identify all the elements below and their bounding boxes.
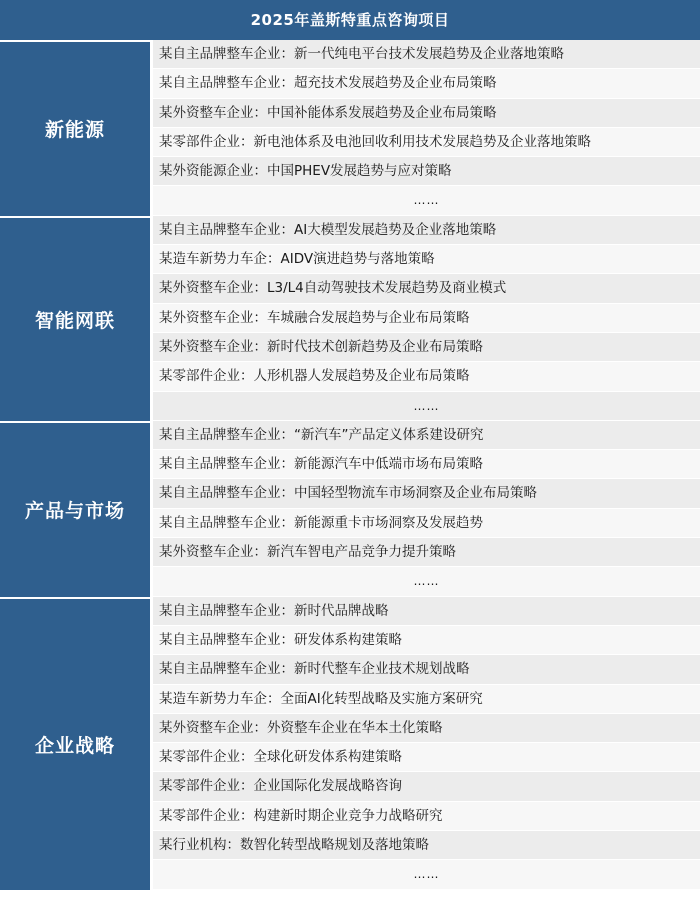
category-label: 产品与市场: [0, 421, 150, 597]
category-label: 智能网联: [0, 216, 150, 421]
category-section: [0, 421, 700, 597]
project-item: 某零部件企业：新电池体系及电池回收利用技术发展趋势及企业落地策略: [153, 128, 700, 157]
project-item: 某外资整车企业：外资整车企业在华本土化策略: [153, 714, 700, 743]
project-item: 某外资能源企业：中国PHEV发展趋势与应对策略: [153, 157, 700, 186]
project-item: 某行业机构：数智化转型战略规划及落地策略: [153, 831, 700, 860]
project-item: 某自主品牌整车企业：AI大模型发展趋势及企业落地策略: [153, 216, 700, 245]
project-item: 某自主品牌整车企业：中国轻型物流车市场洞察及企业布局策略: [153, 479, 700, 508]
project-list: [153, 40, 700, 216]
project-item: 某自主品牌整车企业：新能源重卡市场洞察及发展趋势: [153, 509, 700, 538]
project-item: 某零部件企业：企业国际化发展战略咨询: [153, 772, 700, 801]
project-item: 某零部件企业：构建新时期企业竞争力战略研究: [153, 802, 700, 831]
project-item: 某外资整车企业：新时代技术创新趋势及企业布局策略: [153, 333, 700, 362]
project-list: [153, 597, 700, 890]
project-item: 某自主品牌整车企业：研发体系构建策略: [153, 626, 700, 655]
project-item: 某自主品牌整车企业：“新汽车”产品定义体系建设研究: [153, 421, 700, 450]
project-item: 某自主品牌整车企业：新能源汽车中低端市场布局策略: [153, 450, 700, 479]
category-label: 企业战略: [0, 597, 150, 890]
more-ellipsis: ……: [153, 186, 700, 215]
project-item: 某自主品牌整车企业：超充技术发展趋势及企业布局策略: [153, 69, 700, 98]
table-title: 2025年盖斯特重点咨询项目: [0, 0, 700, 40]
more-ellipsis: ……: [153, 860, 700, 889]
category-section: [0, 216, 700, 421]
project-item: 某外资整车企业：车城融合发展趋势与企业布局策略: [153, 304, 700, 333]
project-item: 某自主品牌整车企业：新时代品牌战略: [153, 597, 700, 626]
category-section: [0, 597, 700, 890]
project-item: 某造车新势力车企：全面AI化转型战略及实施方案研究: [153, 685, 700, 714]
category-label: 新能源: [0, 40, 150, 216]
project-item: 某造车新势力车企：AIDV演进趋势与落地策略: [153, 245, 700, 274]
project-item: 某零部件企业：全球化研发体系构建策略: [153, 743, 700, 772]
project-item: 某自主品牌整车企业：新一代纯电平台技术发展趋势及企业落地策略: [153, 40, 700, 69]
project-item: 某外资整车企业：L3/L4自动驾驶技术发展趋势及商业模式: [153, 274, 700, 303]
project-item: 某零部件企业：人形机器人发展趋势及企业布局策略: [153, 362, 700, 391]
project-item: 某外资整车企业：新汽车智电产品竞争力提升策略: [153, 538, 700, 567]
project-list: [153, 421, 700, 597]
project-item: 某自主品牌整车企业：新时代整车企业技术规划战略: [153, 655, 700, 684]
category-section: [0, 40, 700, 216]
project-item: 某外资整车企业：中国补能体系发展趋势及企业布局策略: [153, 99, 700, 128]
more-ellipsis: ……: [153, 567, 700, 596]
more-ellipsis: ……: [153, 392, 700, 421]
project-list: [153, 216, 700, 421]
